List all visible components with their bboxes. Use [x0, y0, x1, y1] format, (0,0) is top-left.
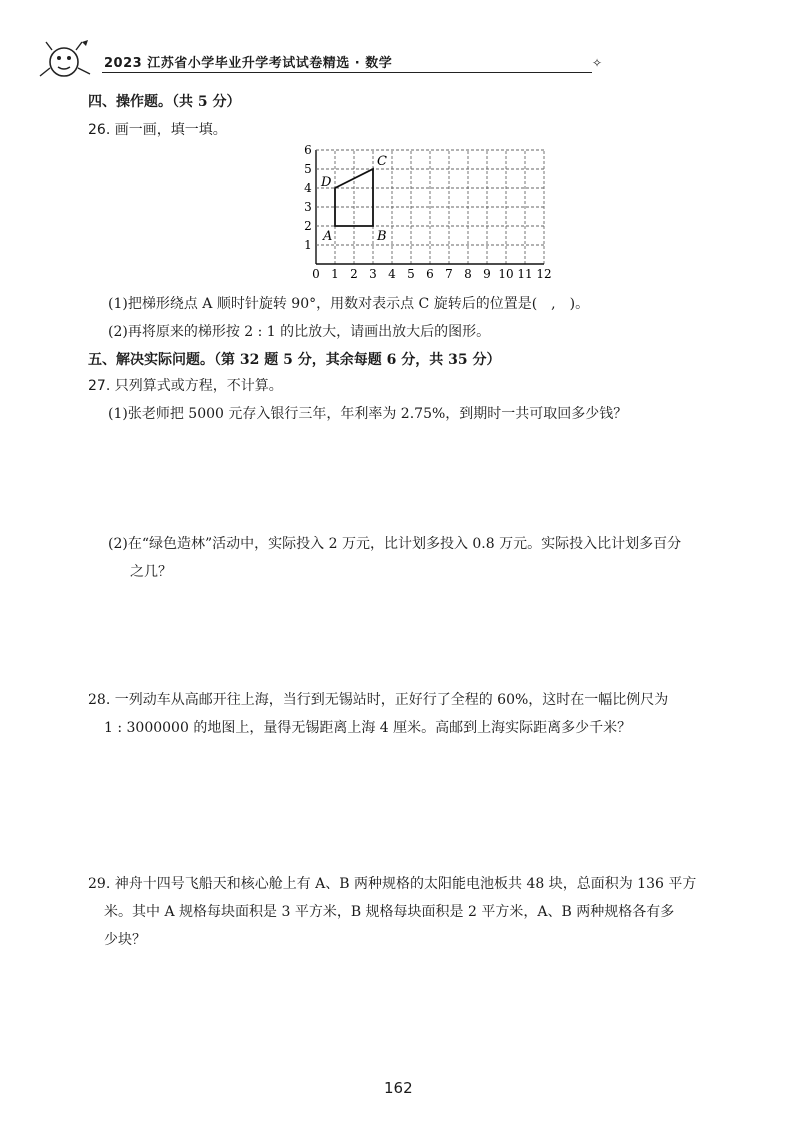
q29-line2: 米。其中 A 规格每块面积是 3 平方米，B 规格每块面积是 2 平方米，A、B 两种规格各有多 — [104, 904, 675, 920]
x-tick-label: 12 — [536, 267, 552, 281]
mascot-icon — [38, 38, 98, 82]
header-title: 2023 江苏省小学毕业升学考试试卷精选 · 数学 — [104, 56, 393, 71]
point-labels — [320, 154, 387, 244]
x-tick-label: 11 — [517, 267, 533, 281]
coordinate-grid — [296, 144, 566, 284]
q28-line1: 28. 一列动车从高邮开往上海，当行到无锡站时，正好行了全程的 60%，这时在一幅比例尺为 — [88, 692, 669, 708]
y-tick-label: 1 — [304, 238, 312, 252]
page-header — [38, 38, 603, 78]
point-label-d: D — [321, 175, 332, 190]
x-tick-label: 1 — [331, 267, 339, 281]
axis-tick-labels — [304, 144, 551, 281]
x-tick-label: 3 — [369, 267, 377, 281]
q28-line2: 1 : 3000000 的地图上，量得无锡距离上海 4 厘米。高邮到上海实际距离多少千米？ — [104, 720, 632, 736]
y-tick-label: 5 — [304, 162, 312, 176]
q26-sub2: (2)再将原来的梯形按 2 : 1 的比放大，请画出放大后的图形。 — [108, 324, 491, 340]
x-tick-label: 7 — [445, 267, 453, 281]
q26-sub1: (1)把梯形绕点 A 顺时针旋转 90°，用数对表示点 C 旋转后的位置是( , )。 — [108, 296, 590, 312]
q29-line1: 29. 神舟十四号飞船天和核心舱上有 A、B 两种规格的太阳能电池板共 48 块，总面积为 136 平方 — [88, 876, 697, 892]
x-tick-label: 10 — [498, 267, 514, 281]
x-tick-label: 2 — [350, 267, 358, 281]
q27-sub2-line2: 之几？ — [130, 564, 172, 580]
point-label-c: C — [377, 154, 387, 169]
x-tick-label: 0 — [312, 267, 320, 281]
point-label-b: B — [377, 229, 387, 244]
x-tick-label: 8 — [464, 267, 472, 281]
q27-sub2-line1: (2)在“绿色造林”活动中，实际投入 2 万元，比计划多投入 0.8 万元。实际投入比计划多百分 — [108, 536, 682, 552]
point-label-a: A — [323, 229, 333, 244]
y-tick-label: 6 — [304, 144, 312, 157]
decorative-star-icon: ✧ — [592, 56, 603, 70]
x-tick-label: 9 — [483, 267, 491, 281]
section-5-title: 五、解决实际问题。（第 32 题 5 分，其余每题 6 分，共 35 分） — [88, 352, 501, 368]
x-tick-label: 4 — [388, 267, 396, 281]
page-number: 162 — [384, 1079, 413, 1097]
q29-line3: 少块？ — [104, 932, 146, 948]
y-tick-label: 3 — [304, 200, 312, 214]
section-4-title: 四、操作题。（共 5 分） — [88, 94, 241, 110]
y-tick-label: 2 — [304, 219, 312, 233]
grid-lines — [316, 150, 544, 264]
q27-stem: 27. 只列算式或方程，不计算。 — [88, 378, 283, 394]
q27-sub1: (1)张老师把 5000 元存入银行三年，年利率为 2.75%，到期时一共可取回多少钱？ — [108, 406, 628, 422]
q26-stem: 26. 画一画，填一填。 — [88, 122, 227, 138]
header-rule — [102, 72, 592, 73]
x-tick-label: 5 — [407, 267, 415, 281]
y-tick-label: 4 — [304, 181, 312, 195]
x-tick-label: 6 — [426, 267, 434, 281]
